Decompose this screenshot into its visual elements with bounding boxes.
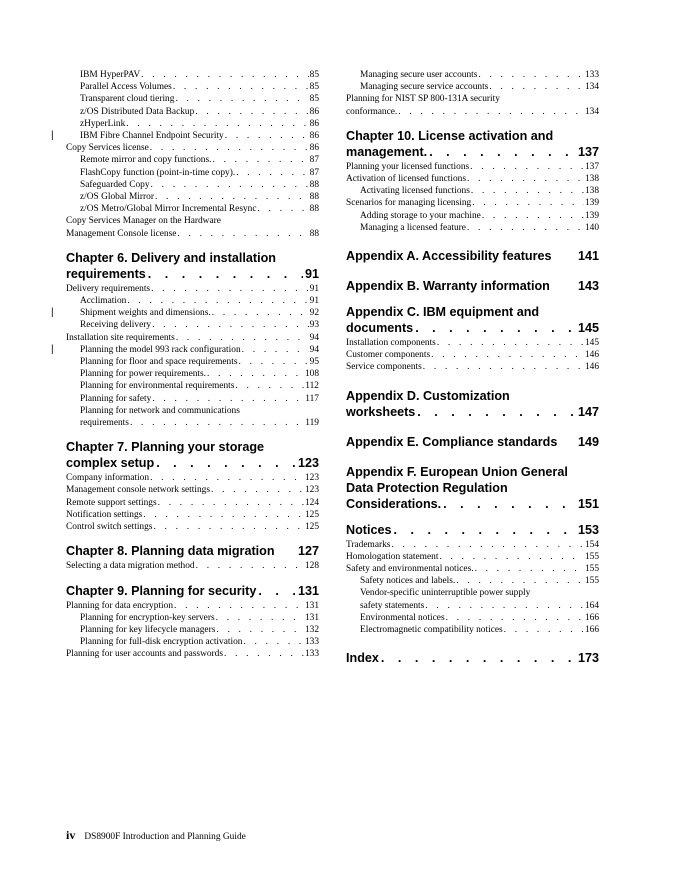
toc-entry[interactable]: Environmental notices . . . 166 — [346, 612, 599, 624]
toc-entry[interactable]: Copy Services Manager on the Hardware Management Console license . . . 88 — [66, 215, 319, 239]
page-footer — [66, 828, 246, 843]
toc-entry[interactable]: Delivery requirements . . . 91 — [66, 283, 319, 295]
toc-entry[interactable]: Homologation statement . . . 155 — [346, 551, 599, 563]
toc-entry[interactable]: Transparent cloud tiering . . . 85 — [66, 93, 319, 105]
toc-entry[interactable]: Planning for user accounts and passwords . . . 133 — [66, 648, 319, 660]
toc-entry[interactable]: Safety notices and labels. . . . 155 — [346, 575, 599, 587]
document-title: DS8900F Introduction and Planning Guide — [84, 832, 246, 842]
toc-entry[interactable]: Safeguarded Copy . . . 88 — [66, 179, 319, 191]
toc-entry[interactable]: Managing secure service accounts . . . 134 — [346, 81, 599, 93]
toc-entry[interactable]: Managing secure user accounts . . . 133 — [346, 69, 599, 81]
toc-entry[interactable]: Notification settings . . . 125 — [66, 509, 319, 521]
toc-appendix-e[interactable]: Appendix E. Compliance standards 149 — [346, 434, 599, 449]
toc-appendix-a[interactable]: Appendix A. Accessibility features 141 — [346, 249, 599, 264]
toc-entry[interactable]: Electromagnetic compatibility notices . . . 166 — [346, 624, 599, 636]
toc-entry[interactable]: Receiving delivery . . . 93 — [66, 319, 319, 331]
toc-left-column — [51, 69, 319, 661]
toc-entry[interactable]: Planning for key lifecycle managers . . . 132 — [66, 624, 319, 636]
toc-entry[interactable]: | Planning the model 993 rack configuration . . . 94 — [66, 344, 319, 356]
toc-entry[interactable]: Acclimation . . . 91 — [66, 295, 319, 307]
toc-entry[interactable]: Planning for environmental requirements . . . 112 — [66, 380, 319, 392]
toc-entry[interactable]: FlashCopy function (point-in-time copy). . . . 87 — [66, 167, 319, 179]
change-bar: | — [51, 307, 54, 319]
toc-entry[interactable]: Vendor-specific uninterruptible power supply safety statements . . . 164 — [346, 587, 599, 611]
toc-entry[interactable]: Planning for floor and space requirements . . . 95 — [66, 356, 319, 368]
toc-entry[interactable]: z/OS Metro/Global Mirror Incremental Resync . . . 88 — [66, 203, 319, 215]
toc-notices[interactable]: Notices . . . 153 — [346, 522, 599, 538]
toc-entry[interactable]: Copy Services license . . . 86 — [66, 142, 319, 154]
toc-chapter-10[interactable]: Chapter 10. License activation and management. . . . 137 — [346, 128, 599, 160]
toc-chapter-6[interactable]: Chapter 6. Delivery and installation requirements . . . 91 — [66, 250, 319, 282]
toc-entry[interactable]: Customer components . . . 146 — [346, 349, 599, 361]
toc-entry[interactable]: Scenarios for managing licensing . . . 139 — [346, 197, 599, 209]
toc-entry[interactable]: Planning for full-disk encryption activation . . . 133 — [66, 636, 319, 648]
toc-entry[interactable]: Planning for data encryption . . . 131 — [66, 600, 319, 612]
toc-entry[interactable]: Planning for safety . . . 117 — [66, 393, 319, 405]
toc-entry[interactable]: IBM HyperPAV . . . 85 — [66, 69, 319, 81]
toc-entry[interactable]: Service components . . . 146 — [346, 361, 599, 373]
toc-appendix-b[interactable]: Appendix B. Warranty information 143 — [346, 279, 599, 294]
toc-entry[interactable]: | IBM Fibre Channel Endpoint Security . . . 86 — [66, 130, 319, 142]
toc-entry[interactable]: zHyperLink . . . 86 — [66, 118, 319, 130]
toc-chapter-8[interactable]: Chapter 8. Planning data migration 127 — [66, 544, 319, 559]
toc-entry[interactable]: Trademarks . . . 154 — [346, 539, 599, 551]
toc-entry[interactable]: Company information . . . 123 — [66, 472, 319, 484]
toc-entry[interactable]: Safety and environmental notices. . . . 155 — [346, 563, 599, 575]
toc-entry[interactable]: Control switch settings . . . 125 — [66, 521, 319, 533]
toc-entry[interactable]: Planning for power requirements. . . . 108 — [66, 368, 319, 380]
toc-entry[interactable]: Planning for NIST SP 800-131A security conformance. . . . 134 — [346, 93, 599, 117]
toc-entry[interactable]: Remote support settings . . . 124 — [66, 497, 319, 509]
change-bar: | — [51, 130, 54, 142]
change-bar: | — [51, 343, 54, 355]
toc-entry[interactable]: Planning your licensed functions . . . 137 — [346, 161, 599, 173]
toc-entry[interactable]: Planning for network and communications requirements . . . 119 — [66, 405, 319, 429]
toc-entry[interactable]: Parallel Access Volumes . . . 85 — [66, 81, 319, 93]
toc-entry[interactable]: Activation of licensed functions . . . 138 — [346, 173, 599, 185]
toc-entry[interactable]: Installation components . . . 145 — [346, 337, 599, 349]
toc-entry[interactable]: | Shipment weights and dimensions. . . . 92 — [66, 307, 319, 319]
page-number: iv — [66, 828, 76, 842]
toc-entry[interactable]: Planning for encryption-key servers . . . 131 — [66, 612, 319, 624]
toc-entry[interactable]: Activating licensed functions . . . 138 — [346, 185, 599, 197]
toc-entry[interactable]: z/OS Global Mirror . . . 88 — [66, 191, 319, 203]
toc-appendix-f[interactable]: Appendix F. European Union General Data Protection Regulation Considerations. . . . 151 — [346, 464, 599, 512]
toc-entry[interactable]: Adding storage to your machine . . . 139 — [346, 210, 599, 222]
toc-entry[interactable]: Installation site requirements . . . 94 — [66, 332, 319, 344]
toc-right-column — [346, 69, 599, 674]
toc-chapter-9[interactable]: Chapter 9. Planning for security . . . 131 — [66, 583, 319, 599]
toc-entry[interactable]: Selecting a data migration method . . . 128 — [66, 560, 319, 572]
toc-chapter-7[interactable]: Chapter 7. Planning your storage complex setup . . . 123 — [66, 439, 319, 471]
toc-appendix-d[interactable]: Appendix D. Customization worksheets . . . 147 — [346, 388, 599, 420]
toc-entry[interactable]: Remote mirror and copy functions. . . . 87 — [66, 154, 319, 166]
toc-entry[interactable]: Management console network settings . . . 123 — [66, 484, 319, 496]
toc-index[interactable]: Index . . . 173 — [346, 650, 599, 666]
toc-appendix-c[interactable]: Appendix C. IBM equipment and documents . . . 145 — [346, 304, 599, 336]
toc-entry[interactable]: Managing a licensed feature . . . 140 — [346, 222, 599, 234]
toc-entry[interactable]: z/OS Distributed Data Backup . . . 86 — [66, 106, 319, 118]
